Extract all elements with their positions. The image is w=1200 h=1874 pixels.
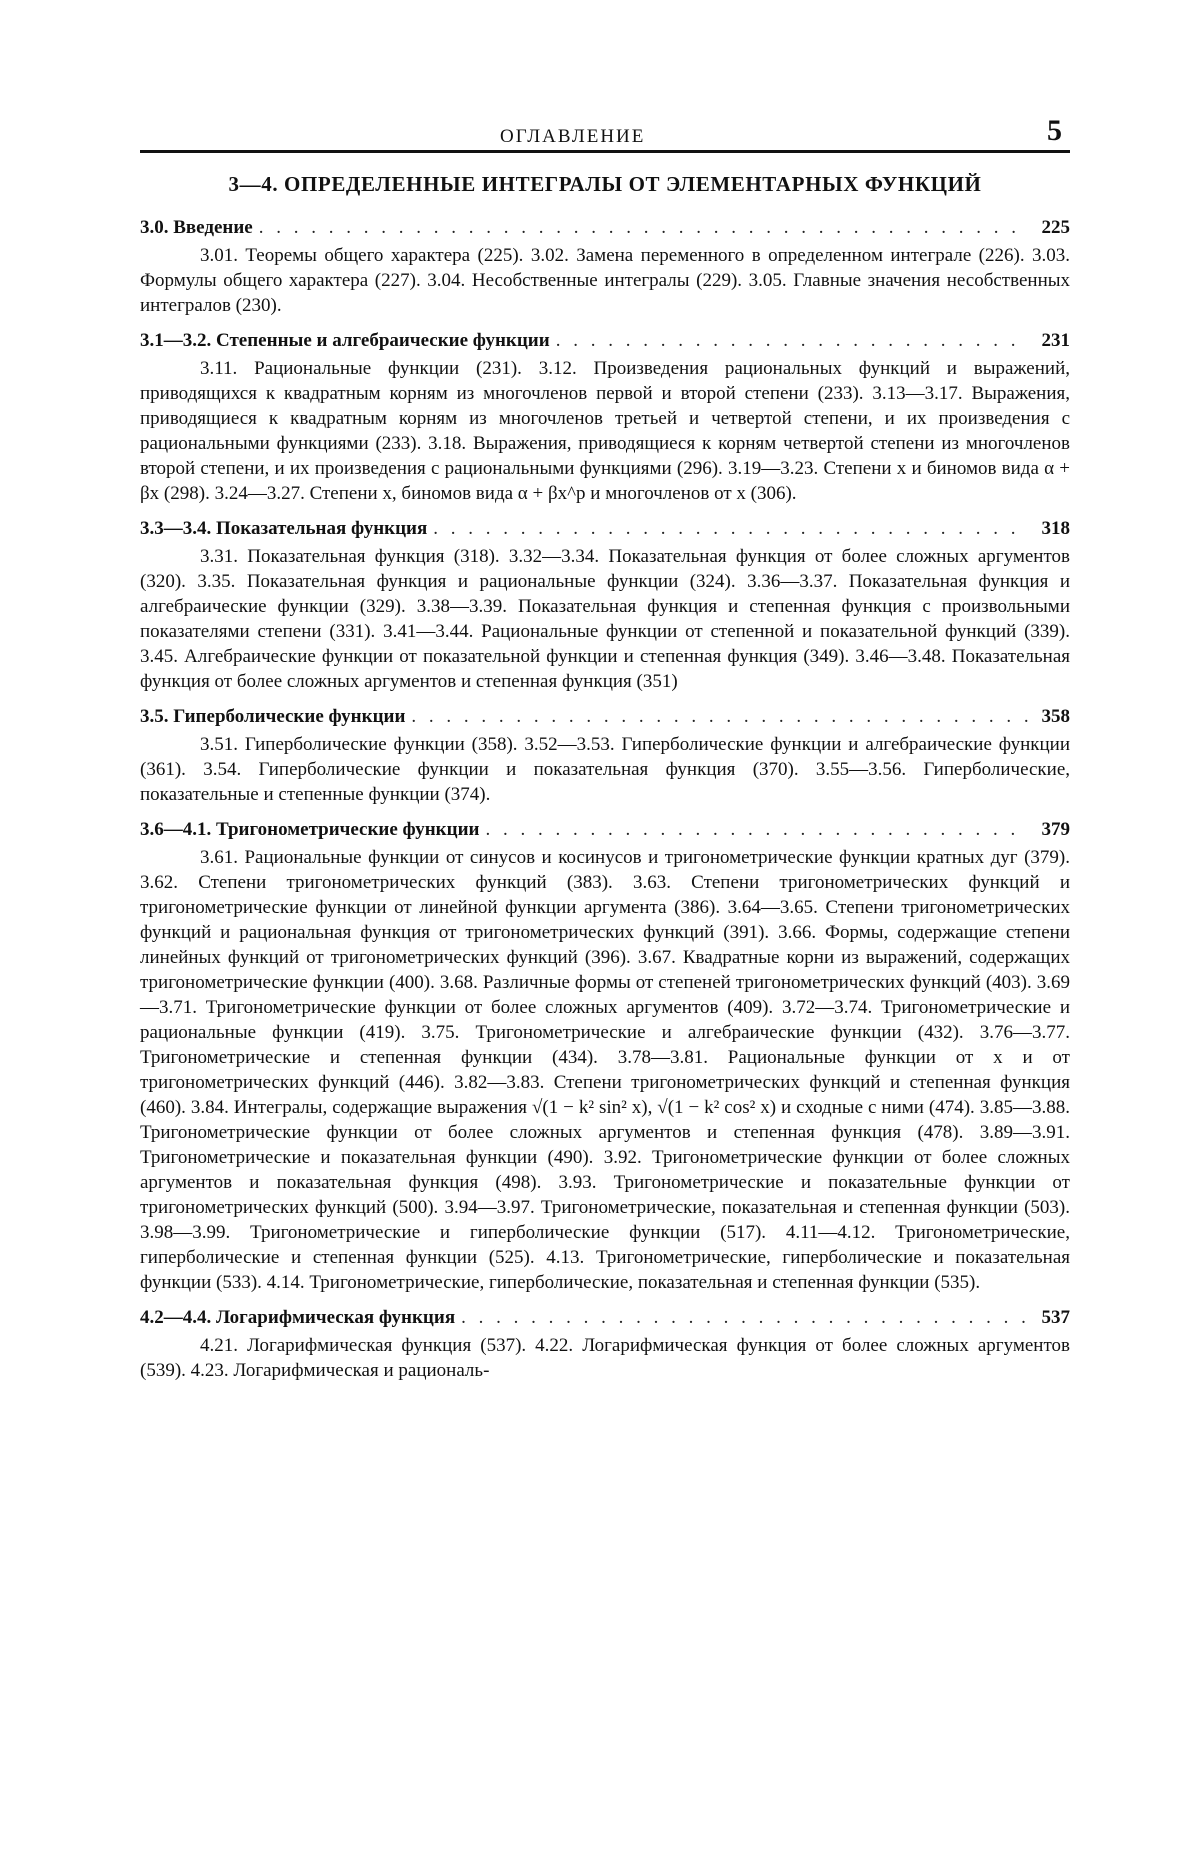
- dot-leader: [485, 817, 1028, 843]
- toc-section: [140, 215, 1070, 318]
- entry-title: 3.5. Гиперболические функции: [140, 704, 405, 730]
- running-header: [140, 98, 1070, 158]
- toc-section: [140, 328, 1070, 506]
- entry-title: 3.1—3.2. Степенные и алгебраические функции: [140, 328, 550, 354]
- entry-title: 4.2—4.4. Логарифмическая функция: [140, 1305, 455, 1331]
- entry-page: 318: [1034, 516, 1070, 542]
- document-page: [140, 0, 1070, 1393]
- dot-leader: [556, 328, 1028, 354]
- header-rule: [140, 150, 1070, 153]
- toc-entry[interactable]: [140, 516, 1070, 542]
- running-title: ОГЛАВЛЕНИЕ: [500, 126, 645, 148]
- entry-title: 3.3—3.4. Показательная функция: [140, 516, 427, 542]
- dot-leader: [411, 704, 1028, 730]
- toc-section: [140, 817, 1070, 1295]
- entry-body: 4.21. Логарифмическая функция (537). 4.22. Логарифмическая функция от более сложных аргументов (539). 4.23. Логарифмическая и рациональ-: [140, 1333, 1070, 1383]
- dot-leader: [433, 516, 1028, 542]
- entry-body: 3.61. Рациональные функции от синусов и косинусов и тригонометрические функции кратных дуг (379). 3.62. Степени тригонометрических функций (383). 3.63. Степени тригонометрических функций и тригонометрические функции от линейной функции аргумента (386). 3.64—3.65. Степени тригонометрических функций и рациональная функция от тригонометрических функций (391). 3.66. Формы, содержащие степени линейных функций от тригонометрических функций (396). 3.67. Квадратные корни из выражений, содержащих тригонометрические функции (400). 3.68. Различные формы от степеней тригонометрических функций (403). 3.69—3.71. Тригонометрические функции от более сложных аргументов (409). 3.72—3.74. Тригонометрические и рациональные функции (419). 3.75. Тригонометрические и алгебраические функции (432). 3.76—3.77. Тригонометрические и степенная функции (434). 3.78—3.81. Рациональные функции от x и от тригонометрических функций (446). 3.82—3.83. Степени тригонометрических функций и степенная функция (460). 3.84. Интегралы, содержащие выражения √(1 − k² sin² x), √(1 − k² cos² x) и сходные с ними (474). 3.85—3.88. Тригонометрические функции от более сложных аргументов и степенная функция (478). 3.89—3.91. Тригонометрические и показательная функции (490). 3.92. Тригонометрические функции от более сложных аргументов и показательная функция (498). 3.93. Тригонометрические и показательные функции от тригонометрических функций (500). 3.94—3.97. Тригонометрические, показательная и степенная функции (503). 3.98—3.99. Тригонометрические и гиперболические функции (517). 4.11—4.12. Тригонометрические, гиперболические и степенная функции (525). 4.13. Тригонометрические, гиперболические и показательная функции (533). 4.14. Тригонометрические, гиперболические, показательная и степенная функции (535).: [140, 845, 1070, 1295]
- toc-section: [140, 704, 1070, 807]
- entry-page: 358: [1034, 704, 1070, 730]
- toc-entry[interactable]: [140, 215, 1070, 241]
- dot-leader: [259, 215, 1028, 241]
- toc-entry[interactable]: [140, 1305, 1070, 1331]
- page-number: 5: [1047, 114, 1064, 148]
- toc-section: [140, 1305, 1070, 1383]
- entry-title: 3.0. Введение: [140, 215, 253, 241]
- entry-page: 225: [1034, 215, 1070, 241]
- entry-title: 3.6—4.1. Тригонометрические функции: [140, 817, 479, 843]
- entry-page: 379: [1034, 817, 1070, 843]
- toc-section: [140, 516, 1070, 694]
- entry-body: 3.01. Теоремы общего характера (225). 3.02. Замена переменного в определенном интеграле (226). 3.03. Формулы общего характера (227). 3.04. Несобственные интегралы (229). 3.05. Главные значения несобственных интегралов (230).: [140, 243, 1070, 318]
- entry-page: 537: [1034, 1305, 1070, 1331]
- toc-entry[interactable]: [140, 704, 1070, 730]
- dot-leader: [461, 1305, 1028, 1331]
- toc-entry[interactable]: [140, 817, 1070, 843]
- entry-body: 3.51. Гиперболические функции (358). 3.52—3.53. Гиперболические функции и алгебраические функции (361). 3.54. Гиперболические функции и показательная функция (370). 3.55—3.56. Гиперболические, показательные и степенные функции (374).: [140, 732, 1070, 807]
- toc-entry[interactable]: [140, 328, 1070, 354]
- entry-page: 231: [1034, 328, 1070, 354]
- chapter-title: 3—4. ОПРЕДЕЛЕННЫЕ ИНТЕГРАЛЫ ОТ ЭЛЕМЕНТАРНЫХ ФУНКЦИЙ: [140, 172, 1070, 197]
- entry-body: 3.11. Рациональные функции (231). 3.12. Произведения рациональных функций и выражений, приводящихся к квадратным корням из многочленов первой и второй степени (233). 3.13—3.17. Выражения, приводящиеся к квадратным корням из многочленов третьей и четвертой степени, и их произведения с рациональными функциями (233). 3.18. Выражения, приводящиеся к корням четвертой степени из многочленов второй степени, и их произведения с рациональными функциями (296). 3.19—3.23. Степени x и биномов вида α + βx (298). 3.24—3.27. Степени x, биномов вида α + βx^p и многочленов от x (306).: [140, 356, 1070, 506]
- entry-body: 3.31. Показательная функция (318). 3.32—3.34. Показательная функция от более сложных аргументов (320). 3.35. Показательная функция и рациональные функции (324). 3.36—3.37. Показательная функция и алгебраические функции (329). 3.38—3.39. Показательная функция и степенная функция с произвольными показателями степени (331). 3.41—3.44. Рациональные функции от степенной и показательной функций (339). 3.45. Алгебраические функции от показательной функции и степенная функция (349). 3.46—3.48. Показательная функция от более сложных аргументов и степенная функция (351): [140, 544, 1070, 694]
